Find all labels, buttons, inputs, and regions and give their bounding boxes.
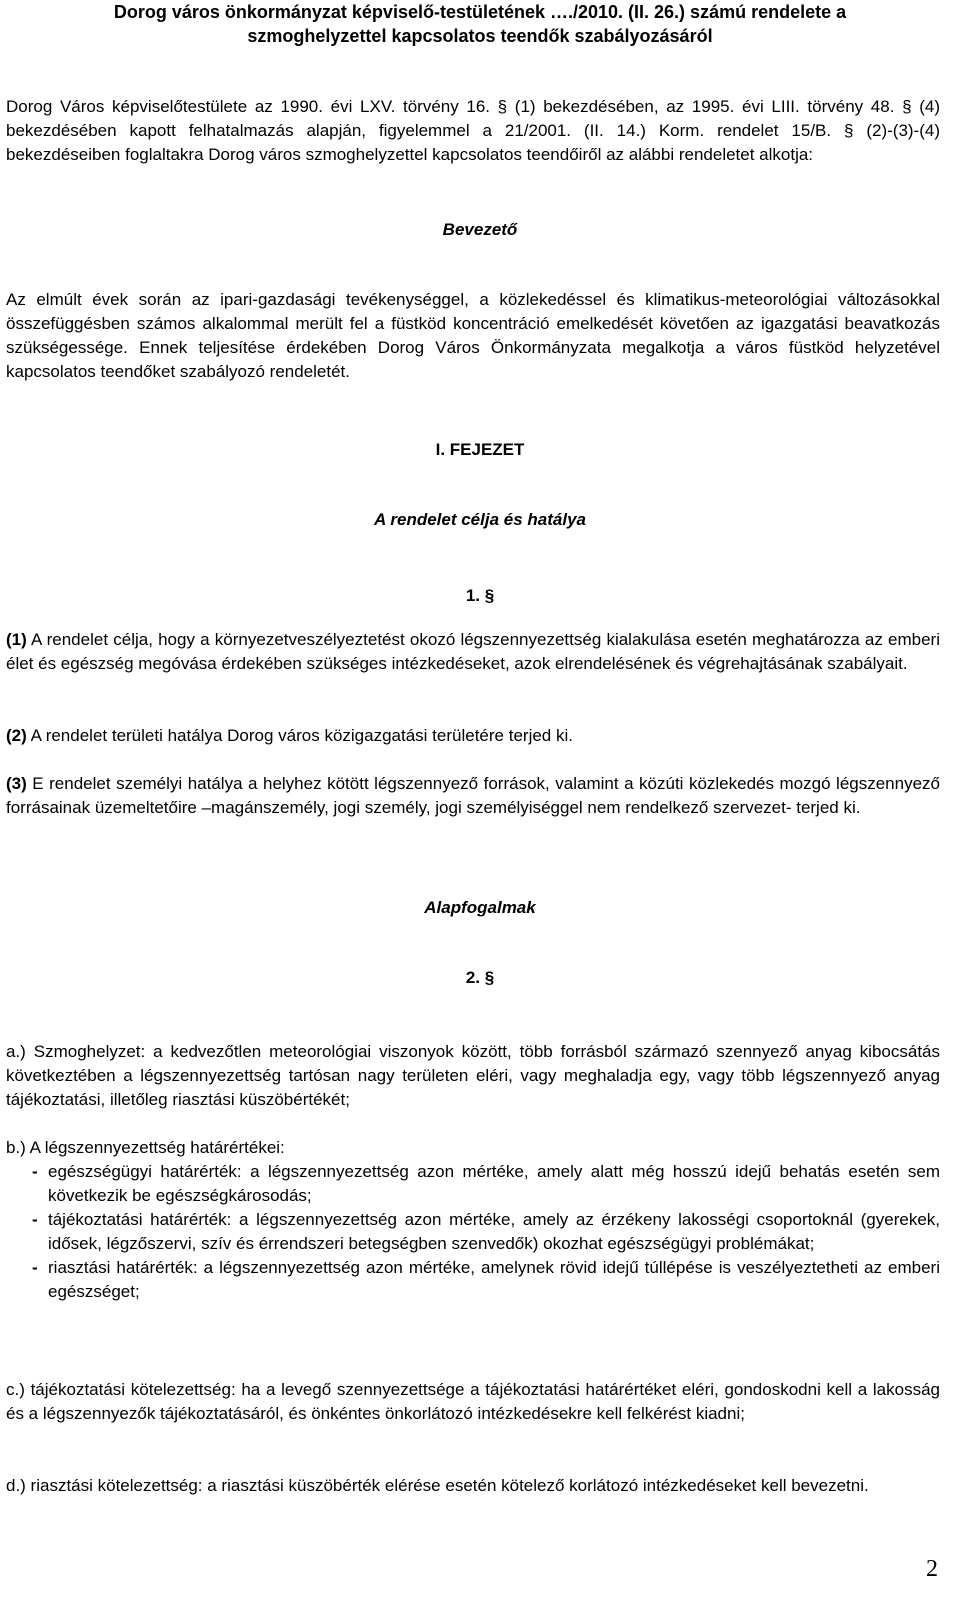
list-item-text: riasztási határérték: a légszennyezettség azon mértéke, amelynek rövid idejű túllépése is veszélyeztetheti az emberi egészséget; bbox=[48, 1258, 940, 1301]
list-item-text: egészségügyi határérték: a légszennyezettség azon mértéke, amely alatt még hosszú idejű behatás esetén sem következik be egészségkárosodás; bbox=[48, 1162, 940, 1205]
definition-b-intro: b.) A légszennyezettség határértékei: bbox=[6, 1138, 285, 1157]
preamble-paragraph: Dorog Város képviselőtestülete az 1990. évi LXV. törvény 16. § (1) bekezdésében, az 1995. évi LIII. törvény 48. § (4) bekezdésében kapott felhatalmazás alapján, figyelemmel a 21/2001. (II. 14.) Korm. rendelet 15/B. § (2)-(3)-(4) bekezdéseiben foglaltakra Dorog város szmoghelyzettel kapcsolatos teendőiről az alábbi rendeletet alkotja: bbox=[6, 97, 940, 164]
title-line-2: szmoghelyzettel kapcsolatos teendők szabályozásáról bbox=[247, 26, 713, 46]
list-item bbox=[34, 1256, 940, 1304]
list-item-text: tájékoztatási határérték: a légszennyezettség azon mértéke, amely az érzékeny lakosségi csoportoknál (gyerekek, idősek, légzőszervi, szív és érrendszeri betegségben szenvedők) okozhat egészségügyi problémákat; bbox=[48, 1210, 940, 1253]
chapter-title: I. FEJEZET bbox=[435, 440, 525, 459]
page-number: 2 bbox=[926, 1556, 938, 1582]
definition-c: c.) tájékoztatási kötelezettség: ha a levegő szennyezettsége a tájékoztatási határértéket eléri, gondoskodni kell a lakosság és a légszennyezők tájékoztatásáról, és önkéntes önkorlátozó intézkedésekre kell felkérést kiadni; bbox=[6, 1380, 940, 1423]
paragraph-label: (1) bbox=[6, 630, 27, 649]
paragraph-text: E rendelet személyi hatálya a helyhez kötött légszennyező források, valamint a közúti közlekedés mozgó légszennyező forrásainak üzemeltetőire –magánszemély, jogi személy, jogi személyiséggel nem rendelkező szervezet- terjed ki. bbox=[6, 774, 940, 817]
section-2-number: 2. § bbox=[465, 968, 495, 987]
list-item bbox=[34, 1208, 940, 1256]
section-1-paragraph-2 bbox=[6, 724, 940, 748]
intro-text-b: Ennek teljesítése érdekében Dorog Város Önkormányzata megalkotja a város füstköd helyzetével kapcsolatos teendőket szabályozó rendeletét. bbox=[6, 338, 940, 381]
paragraph-label: (3) bbox=[6, 774, 27, 793]
intro-heading: Bevezető bbox=[442, 220, 518, 239]
chapter-subtitle: A rendelet célja és hatálya bbox=[374, 510, 586, 529]
definition-a: a.) Szmoghelyzet: a kedvezőtlen meteorológiai viszonyok között, több forrásból származó szennyező anyag kibocsátás következtében a légszennyezettség tartósan nagy területen eléri, vagy meghaladja egy, vagy több légszennyező anyag tájékoztatási, illetőleg riasztási küszöbértékét; bbox=[6, 1042, 940, 1109]
title-line-1: Dorog város önkormányzat képviselő-testületének …./2010. (II. 26.) számú rendelete a bbox=[113, 2, 847, 22]
paragraph-label: (2) bbox=[6, 726, 27, 745]
paragraph-text: A rendelet területi hatálya Dorog város közigazgatási területére terjed ki. bbox=[26, 726, 573, 745]
definitions-heading: Alapfogalmak bbox=[424, 898, 536, 917]
paragraph-text: A rendelet célja, hogy a környezetveszélyeztetést okozó légszennyezettség kialakulása esetén meghatározza az emberi élet és egészség megóvása érdekében szükséges intézkedéseket, azok elrendelésének és végrehajtásának szabályait. bbox=[6, 630, 940, 673]
document-title bbox=[0, 0, 960, 48]
limit-values-list bbox=[34, 1160, 940, 1304]
list-dash: - bbox=[32, 1210, 38, 1229]
list-dash: - bbox=[32, 1162, 38, 1181]
list-item bbox=[34, 1160, 940, 1208]
section-1-paragraph-1 bbox=[6, 628, 940, 676]
section-1-paragraph-3 bbox=[6, 772, 940, 820]
section-1-number: 1. § bbox=[465, 586, 495, 605]
intro-text-a: Az elmúlt évek során az ipari-gazdasági tevékenységgel, a közlekedéssel és klimatikus-meteorológiai változásokkal összefüggésben számos alkalommal merült fel a füstköd koncentráció emelkedését követően az igazgatási beavatkozás szükségessége. bbox=[6, 290, 940, 357]
definition-d: d.) riasztási kötelezettség: a riasztási küszöbérték elérése esetén kötelező korlátozó intézkedéseket kell bevezetni. bbox=[6, 1476, 869, 1495]
intro-paragraph bbox=[6, 288, 940, 384]
list-dash: - bbox=[32, 1258, 38, 1277]
